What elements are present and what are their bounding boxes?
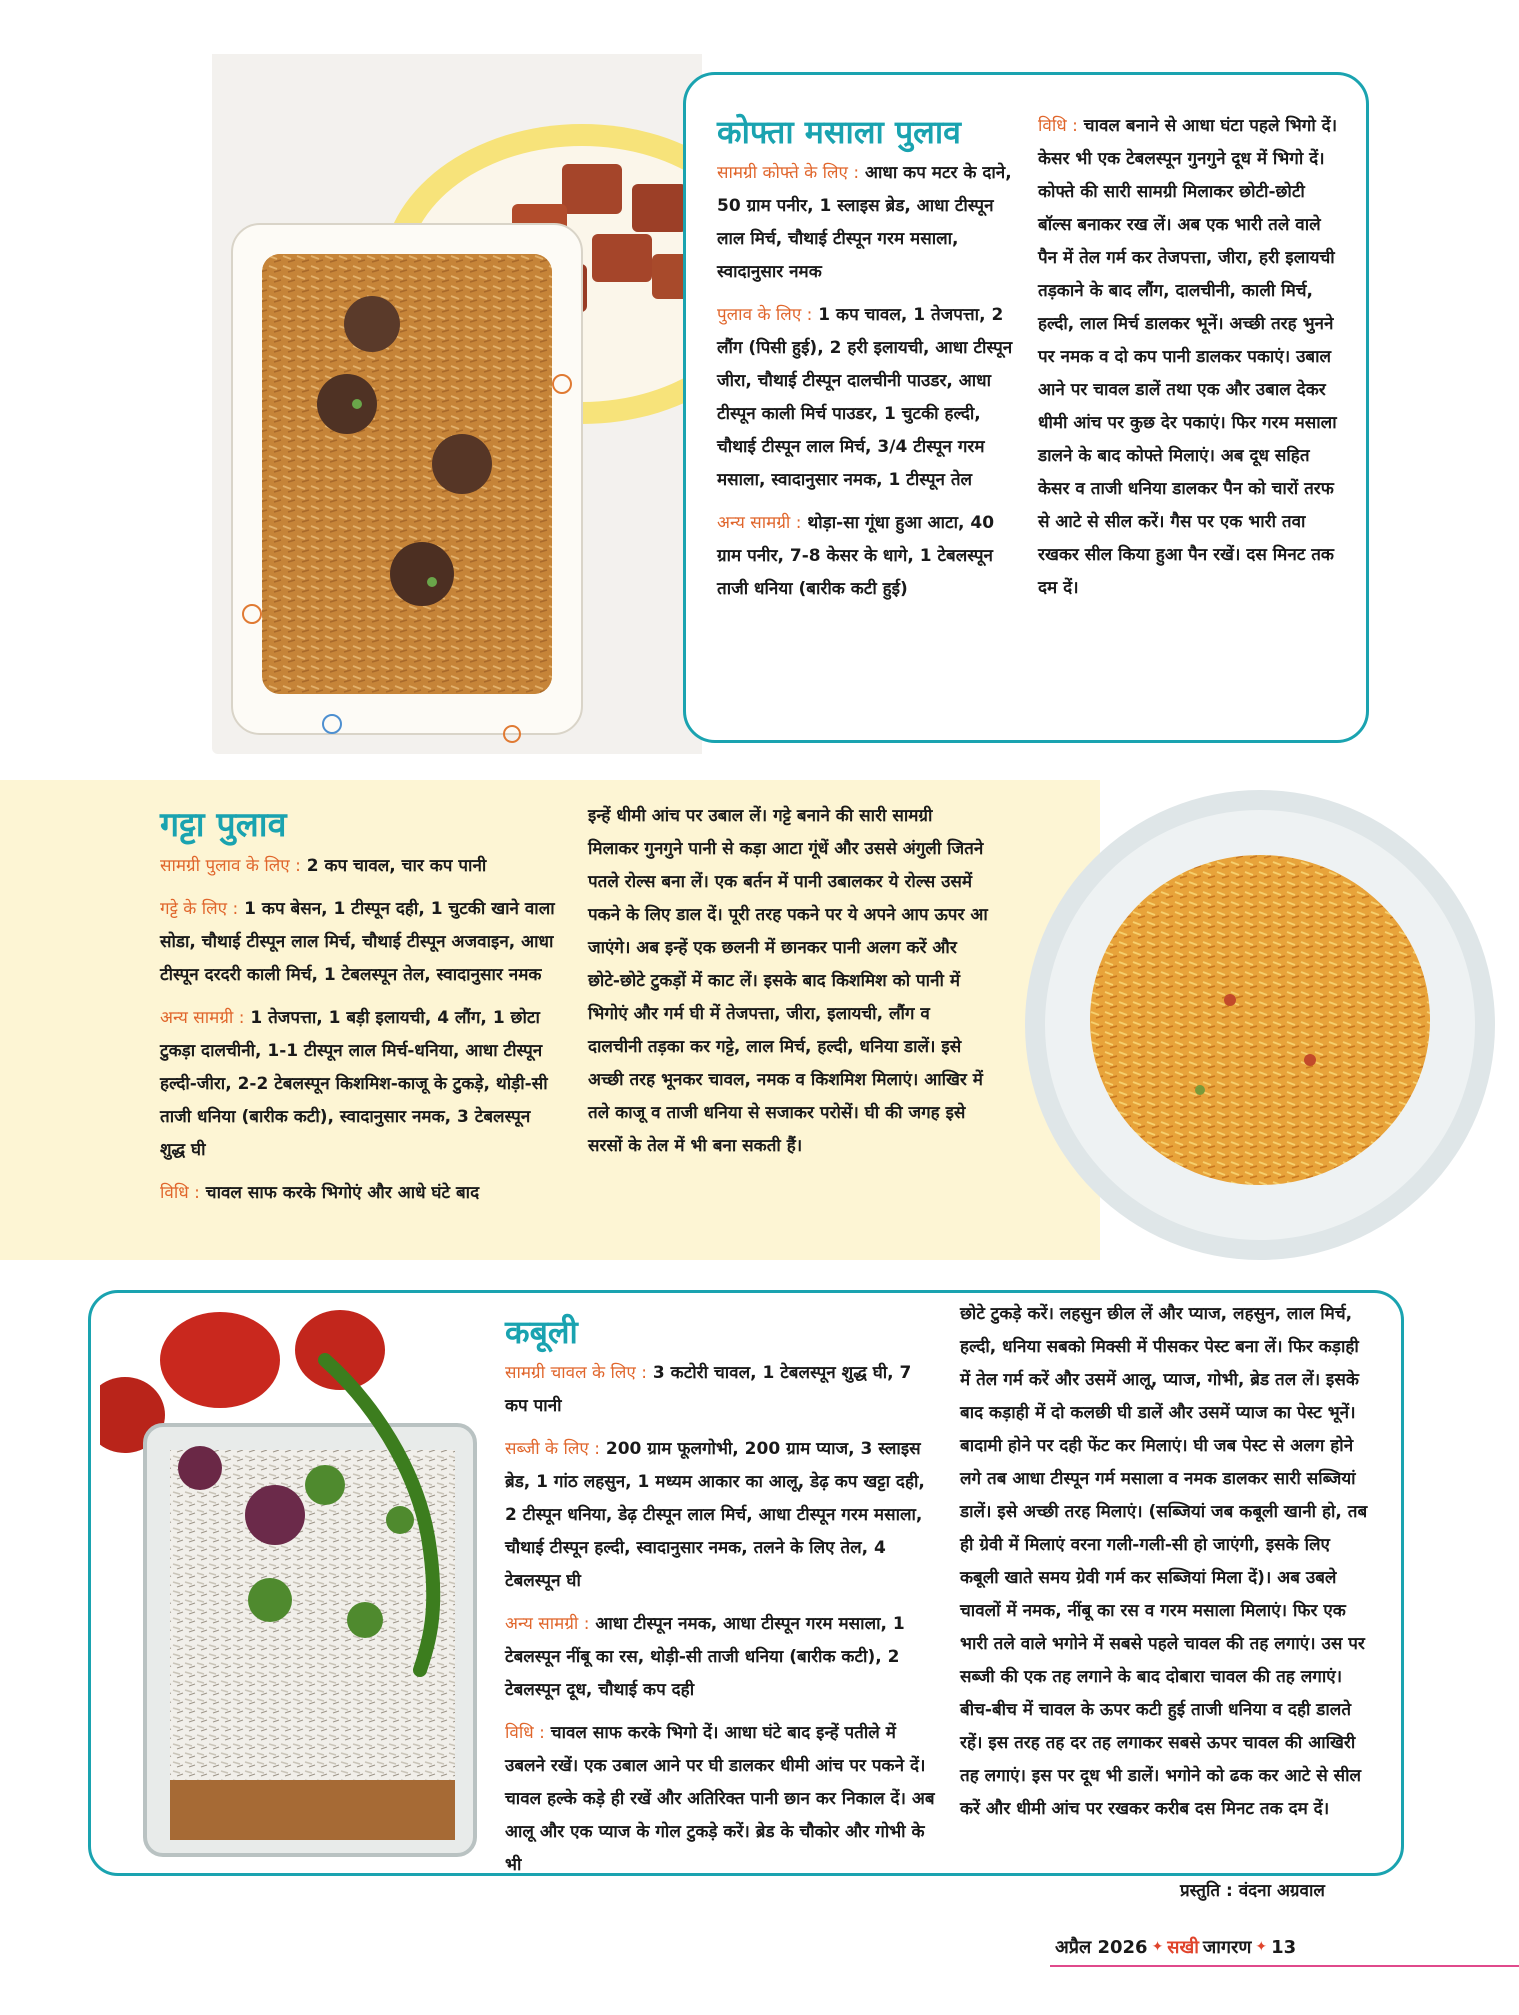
gatta-pulav-text: 2 कप चावल, चार कप पानी — [306, 856, 487, 876]
kabuli-method-label: विधि : — [505, 1723, 545, 1743]
footer-month: अप्रैल 2026 — [1055, 1937, 1148, 1958]
footer-brand-b: जागरण — [1202, 1937, 1252, 1958]
kofta-title: कोफ्ता मसाला पुलाव — [717, 113, 961, 151]
gatta-method-column — [588, 800, 988, 1173]
kofta-ingredients-column — [717, 110, 1017, 616]
kofta-method-column — [1038, 110, 1343, 615]
page-number: 13 — [1271, 1936, 1297, 1958]
kabuli-veg-text: 200 ग्राम फूलगोभी, 200 ग्राम प्याज, 3 स्लाइस ब्रेड, 1 गांठ लहसुन, 1 मध्यम आकार का आलू, डेढ़ कप खट्टा दही, 2 टीस्पून धनिया, डेढ़ टीस्पून लाल मिर्च, आधा टीस्पून गरम मसाला, चौथाई टीस्पून हल्दी, स्वादानुसार नमक, तलने के लिए तेल, 4 टेबलस्पून घी — [505, 1439, 925, 1591]
kofta-pulav-photo — [212, 54, 702, 754]
gatta-gatte-ingredients — [160, 893, 560, 992]
credit-line: प्रस्तुति : वंदना अग्रवाल — [1180, 1881, 1325, 1901]
gatta-method-label: विधि : — [160, 1183, 200, 1203]
gatta-gatte-text: 1 कप बेसन, 1 टीस्पून दही, 1 चुटकी खाने वाला सोडा, चौथाई टीस्पून लाल मिर्च, चौथाई टीस्पून अजवाइन, आधा टीस्पून दरदरी काली मिर्च, 1 टेबलस्पून तेल, स्वादानुसार नमक — [160, 899, 555, 985]
kabuli-method-column — [960, 1298, 1370, 1836]
kabuli-veg-label: सब्जी के लिए : — [505, 1439, 600, 1459]
kofta-kofta-text: आधा कप मटर के दाने, 50 ग्राम पनीर, 1 स्लाइस ब्रेड, आधा टीस्पून लाल मिर्च, चौथाई टीस्पून गरम मसाला, स्वादानुसार नमक — [717, 163, 1012, 282]
gatta-ingredients-column — [160, 800, 560, 1220]
kabuli-method-text: चावल साफ करके भिगो दें। आधा घंटे बाद इन्हें पतीले में उबलने रखें। एक उबाल आने पर घी डालकर धीमी आंच पर पकने दें। चावल हल्के कड़े ही रखें और अतिरिक्त पानी छान कर निकाल दें। अब आलू और एक प्याज के गोल टुकड़े करें। ब्रेड के चौकोर और गोभी के भी — [505, 1723, 935, 1875]
kofta-pulav-ingredients — [717, 299, 1017, 497]
gatta-gatte-label: गट्टे के लिए : — [160, 899, 239, 919]
footer-brand-a: सखी — [1167, 1937, 1199, 1958]
kofta-other-text: थोड़ा-सा गूंधा हुआ आटा, 40 ग्राम पनीर, 7-8 केसर के धागे, 1 टेबलस्पून ताजी धनिया (बारीक कटी हुई) — [717, 513, 995, 599]
kofta-method-label: विधि : — [1038, 116, 1078, 136]
kabuli-other-text: आधा टीस्पून नमक, आधा टीस्पून गरम मसाला, 1 टेबलस्पून नींबू का रस, थोड़ी-सी ताजी धनिया (बारीक कटी), 2 टेबलस्पून दूध, चौथाई कप दही — [505, 1614, 905, 1700]
page-footer — [1055, 1935, 1296, 1959]
gatta-method-text: चावल साफ करके भिगोएं और आधे घंटे बाद — [205, 1183, 480, 1203]
gatta-pulav-ingredients — [160, 850, 560, 883]
kofta-kofta-label: सामग्री कोफ्ते के लिए : — [717, 163, 860, 183]
kabuli-rice-label: सामग्री चावल के लिए : — [505, 1363, 647, 1383]
kabuli-other-label: अन्य सामग्री : — [505, 1614, 590, 1634]
kofta-other-ingredients — [717, 507, 1017, 606]
gatta-title: गट्टा पुलाव — [160, 805, 287, 845]
gatta-method-continued: इन्हें धीमी आंच पर उबाल लें। गट्टे बनाने की सारी सामग्री मिलाकर गुनगुने पानी से कड़ा आटा गूंधें और उससे अंगुली जितने पतले रोल्स बना लें। एक बर्तन में पानी उबालकर ये रोल्स उसमें पकने के लिए डाल दें। पूरी तरह पकने पर ये अपने आप ऊपर आ जाएंगे। अब इन्हें एक छलनी में छानकर पानी अलग करें और छोटे-छोटे टुकड़ों में काट लें। इसके बाद किशमिश को पानी में भिगोएं और गर्म घी में तेजपत्ता, जीरा, इलायची, लौंग व दालचीनी तड़का कर गट्टे, लाल मिर्च, हल्दी, धनिया डालें। इसे अच्छी तरह भूनकर चावल, नमक व किशमिश मिलाएं। आखिर में तले काजू व ताजी धनिया से सजाकर परोसें। घी की जगह इसे सरसों के तेल में भी बना सकती हैं। — [588, 806, 988, 1156]
star-icon: ✦ — [1151, 1939, 1164, 1955]
kofta-method — [1038, 110, 1343, 605]
gatta-other-text: 1 तेजपत्ता, 1 बड़ी इलायची, 4 लौंग, 1 छोटा टुकड़ा दालचीनी, 1-1 टीस्पून लाल मिर्च-धनिया, आधा टीस्पून हल्दी-जीरा, 2-2 टेबलस्पून किशमिश-काजू के टुकड़े, थोड़ी-सी ताजी धनिया (बारीक कटी), स्वादानुसार नमक, 3 टेबलस्पून शुद्ध घी — [160, 1008, 548, 1160]
gatta-other-label: अन्य सामग्री : — [160, 1008, 245, 1028]
kabuli-veg-ingredients — [505, 1433, 935, 1598]
kabuli-rice-text: 3 कटोरी चावल, 1 टेबलस्पून शुद्ध घी, 7 कप पानी — [505, 1363, 912, 1416]
kabuli-ingredients-column — [505, 1310, 935, 1892]
kofta-other-label: अन्य सामग्री : — [717, 513, 802, 533]
footer-divider — [1050, 1965, 1519, 1967]
kabuli-other-ingredients — [505, 1608, 935, 1707]
gatta-pulav-photo — [1020, 780, 1500, 1260]
kabuli-method — [505, 1717, 935, 1882]
star-icon: ✦ — [1255, 1939, 1268, 1955]
kabuli-photo — [100, 1310, 500, 1870]
kofta-pulav-text: 1 कप चावल, 1 तेजपत्ता, 2 लौंग (पिसी हुई), 2 हरी इलायची, आधा टीस्पून जीरा, चौथाई टीस्पून दालचीनी पाउडर, आधा टीस्पून काली मिर्च पाउडर, 1 चुटकी हल्दी, चौथाई टीस्पून लाल मिर्च, 3/4 टीस्पून गरम मसाला, स्वादानुसार नमक, 1 टीस्पून तेल — [717, 305, 1013, 490]
kabuli-title: कबूली — [505, 1313, 578, 1351]
kabuli-method-continued: छोटे टुकड़े करें। लहसुन छील लें और प्याज, लहसुन, लाल मिर्च, हल्दी, धनिया सबको मिक्सी में पीसकर पेस्ट बना लें। फिर कड़ाही में तेल गर्म करें और उसमें आलू, प्याज, गोभी, ब्रेड तल लें। इसके बाद कड़ाही में दो कलछी घी डालें और उसमें प्याज का पेस्ट भूनें। बादामी होने पर दही फेंट कर मिलाएं। घी जब पेस्ट से अलग होने लगे तब आधा टीस्पून गर्म मसाला व नमक डालकर सारी सब्जियां डालें। इसे अच्छी तरह मिलाएं। (सब्जियां जब कबूली खानी हो, तब ही ग्रेवी में मिलाएं वरना गली-गली-सी हो जाएंगी, इसके लिए कबूली खाते समय ग्रेवी गर्म कर सब्जियां मिला दें)। अब उबले चावलों में नमक, नींबू का रस व गरम मसाला मिलाएं। फिर एक भारी तले वाले भगोने में सबसे पहले चावल की तह लगाएं। उस पर सब्जी की एक तह लगाने के बाद दोबारा चावल की तह लगाएं। बीच-बीच में चावल के ऊपर कटी हुई ताजी धनिया व दही डालते रहें। इस तरह तह दर तह लगाकर सबसे ऊपर चावल की आखिरी तह लगाएं। इस पर दूध भी डालें। भगोने को ढक कर आटे से सील करें और धीमी आंच पर रखकर करीब दस मिनट तक दम दें। — [960, 1304, 1368, 1819]
kofta-pulav-label: पुलाव के लिए : — [717, 305, 813, 325]
gatta-pulav-label: सामग्री पुलाव के लिए : — [160, 856, 301, 876]
kabuli-rice-ingredients — [505, 1357, 935, 1423]
kofta-kofta-ingredients — [717, 157, 1017, 289]
gatta-method — [160, 1177, 560, 1210]
gatta-other-ingredients — [160, 1002, 560, 1167]
kofta-method-text: चावल बनाने से आधा घंटा पहले भिगो दें। केसर भी एक टेबलस्पून गुनगुने दूध में भिगो दें। कोफ्ते की सारी सामग्री मिलाकर छोटी-छोटी बॉल्स बनाकर रख लें। अब एक भारी तले वाले पैन में तेल गर्म कर तेजपत्ता, जीरा, हरी इलायची तड़काने के बाद लौंग, दालचीनी, काली मिर्च, हल्दी, लाल मिर्च डालकर भूनें। अच्छी तरह भुनने पर नमक व दो कप पानी डालकर पकाएं। उबाल आने पर चावल डालें तथा एक और उबाल देकर धीमी आंच पर कुछ देर पकाएं। फिर गरम मसाला डालने के बाद कोफ्ते मिलाएं। अब दूध सहित केसर व ताजी धनिया डालकर पैन को चारों तरफ से आटे से सील करें। गैस पर एक भारी तवा रखकर सील किया हुआ पैन रखें। दस मिनट तक दम दें। — [1038, 116, 1338, 598]
